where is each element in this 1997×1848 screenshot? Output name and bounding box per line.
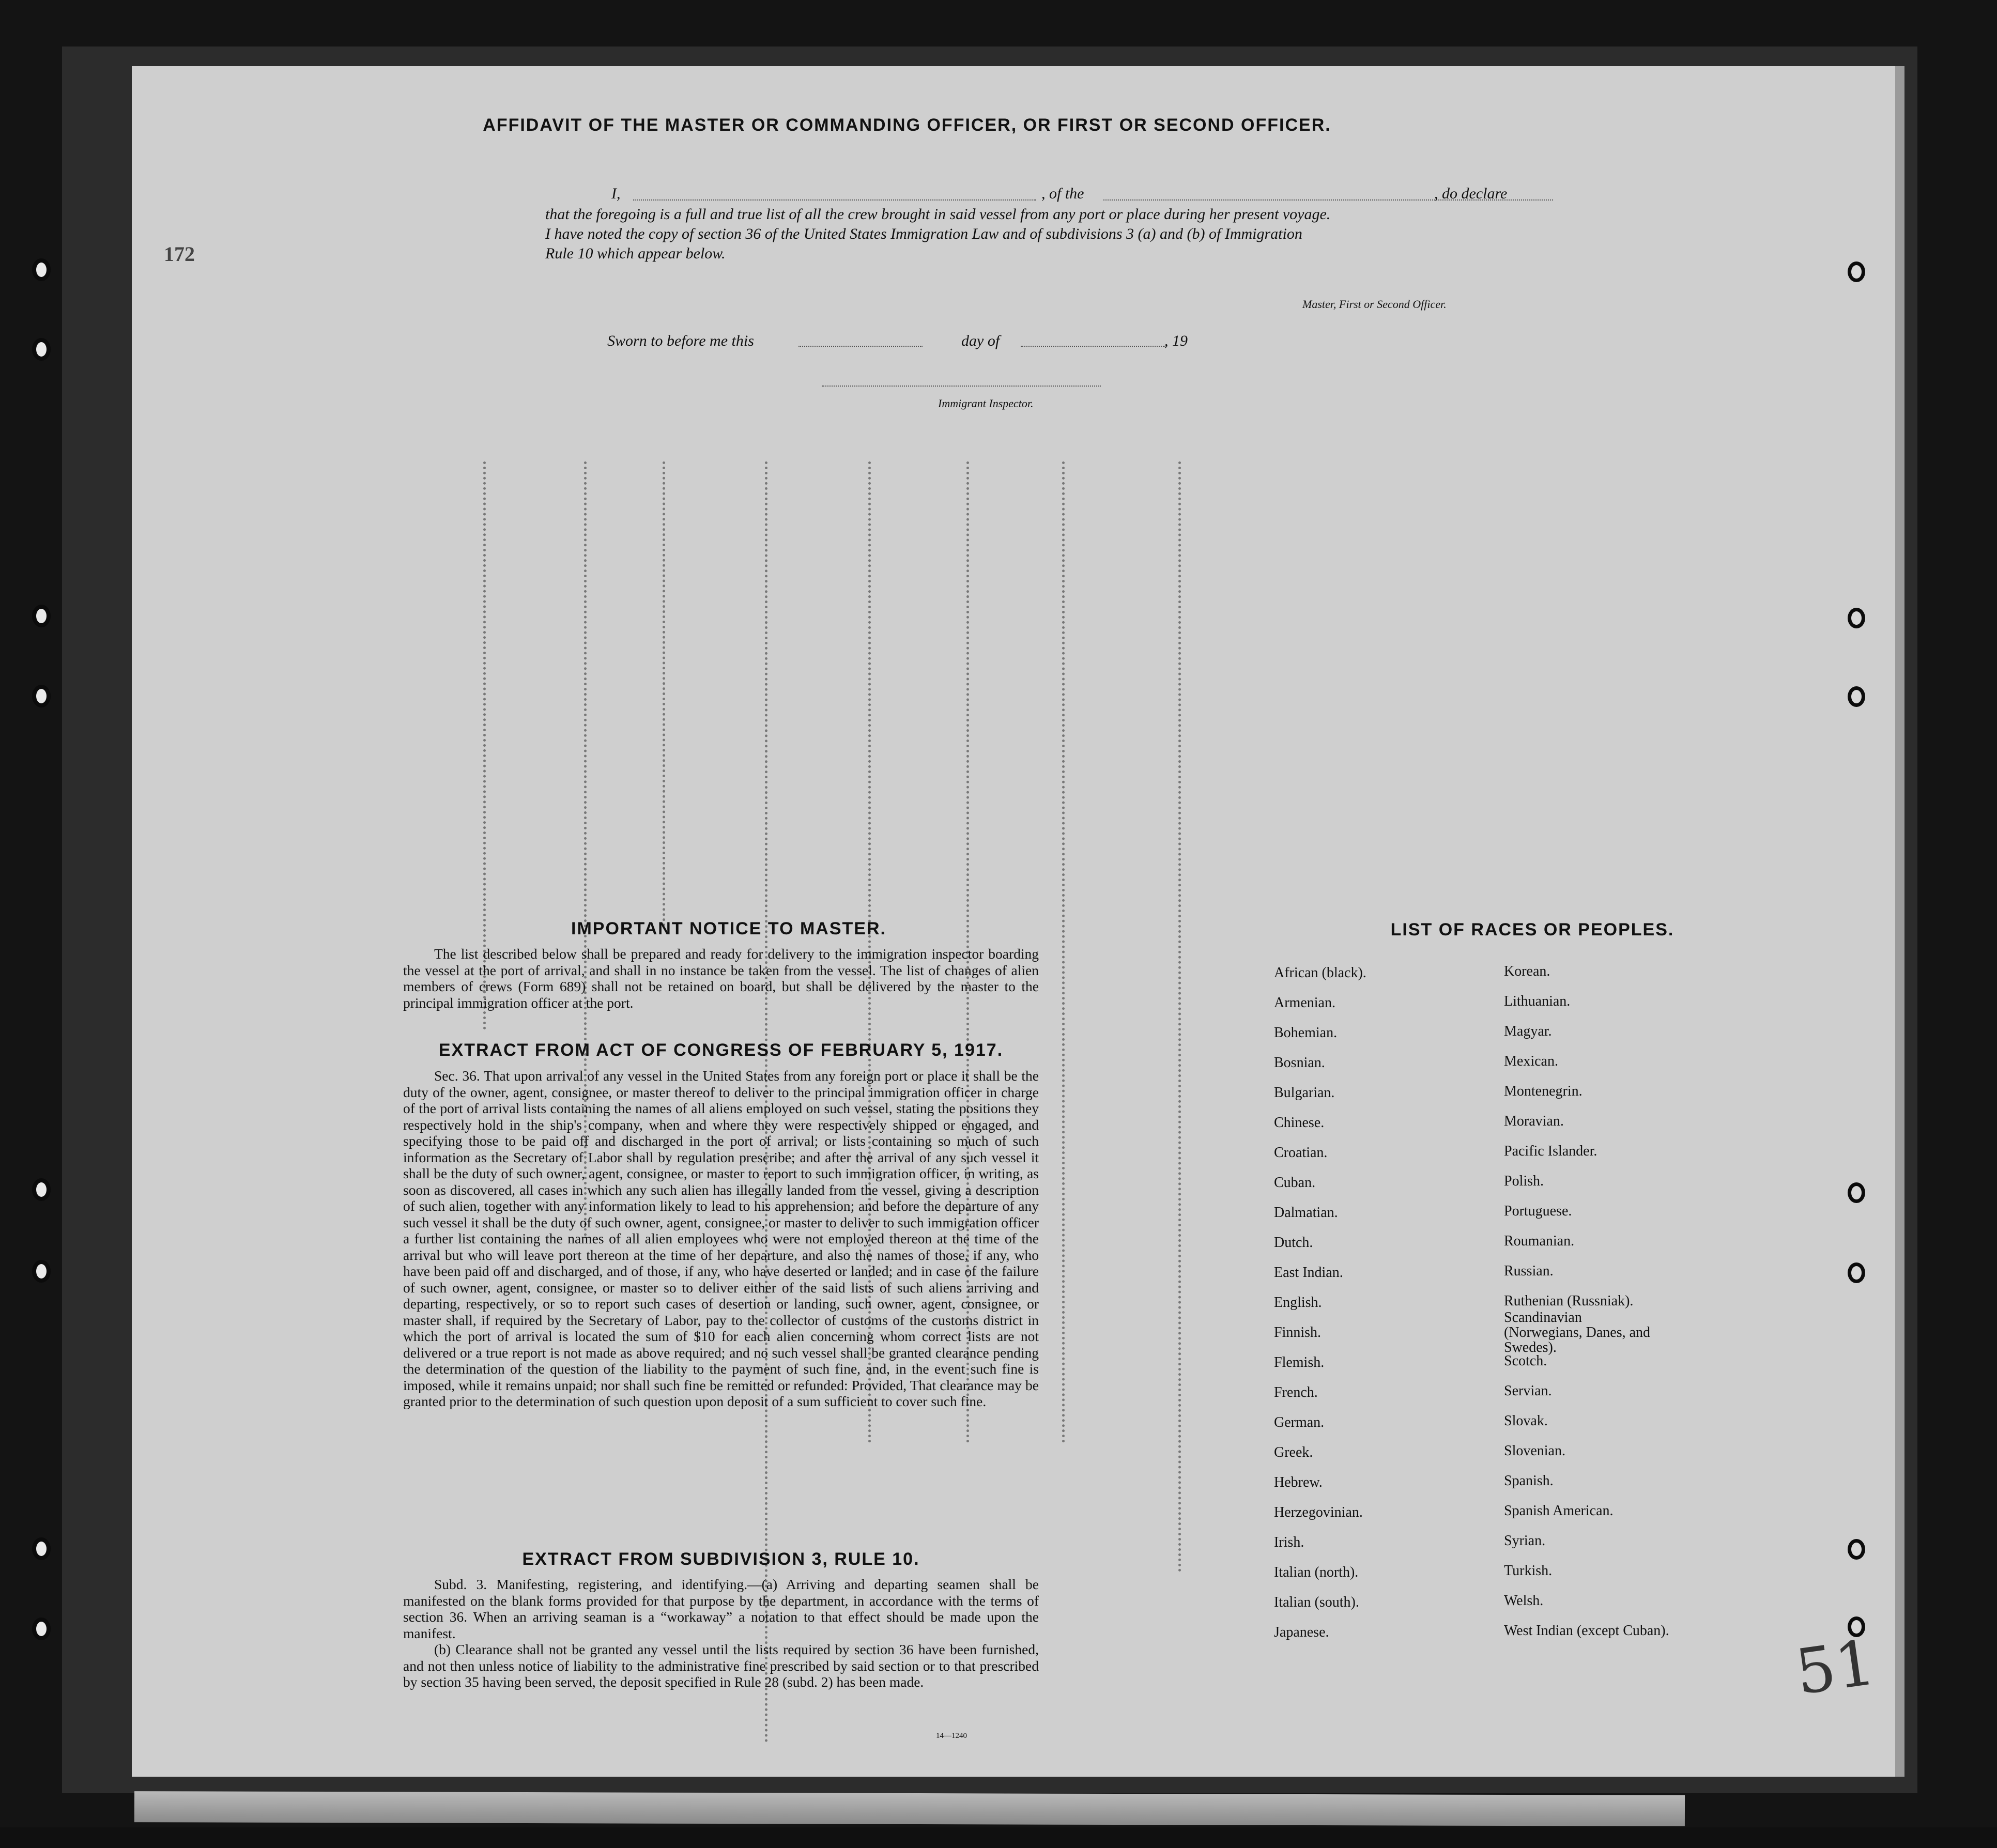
race-item: Scandinavian (Norwegians, Danes, and Swedes). [1504,1310,1651,1356]
race-item: Slovak. [1504,1413,1548,1429]
punch-hole-icon [32,338,51,361]
race-item: Mexican. [1504,1053,1558,1069]
race-item: Irish. [1274,1534,1304,1550]
affidavit-line-2: that the foregoing is a full and true list of all the crew brought in said vessel from any port or place during her present voyage. [545,206,1331,223]
race-item: Croatian. [1274,1145,1328,1161]
race-item: Finnish. [1274,1325,1322,1341]
punch-hole-icon [1848,261,1865,282]
race-item: Russian. [1504,1263,1554,1279]
page-edge [1895,66,1904,1777]
race-item: Japanese. [1274,1624,1329,1640]
race-item: Dutch. [1274,1235,1313,1251]
punch-hole-icon [32,605,51,627]
race-item: West Indian (except Cuban). [1504,1623,1669,1639]
rule-extract-text [403,1576,1039,1690]
punch-hole-icon [32,1618,51,1640]
punch-hole-icon [1848,1539,1865,1560]
punch-hole-icon [32,1260,51,1283]
notice-text [403,946,1039,1011]
rule-paragraph-b: (b) Clearance shall not be granted any vessel until the lists required by section 36 have been furnished, and not then unless notice of liability to the administrative fine prescribed by said section or to that prescribed by section 35 having been served, the deposit specified in Rule 28 (subd. 2) has been made. [403,1641,1039,1690]
race-item: Lithuanian. [1504,993,1571,1009]
race-item: African (black). [1274,965,1366,981]
race-item: Spanish American. [1504,1503,1614,1519]
punch-hole-icon [1848,686,1865,707]
race-item: East Indian. [1274,1265,1343,1281]
bleed-through-column [1178,461,1181,1573]
race-item: Bosnian. [1274,1055,1325,1071]
bleed-through-column [663,461,665,927]
affidavit-line-3: I have noted the copy of section 36 of the United States Immigration Law and of subdivisions 3 (a) and (b) of Immigration [545,225,1302,242]
race-item: Bulgarian. [1274,1085,1335,1101]
underlying-sheet [134,1791,1685,1826]
race-item: Dalmatian. [1274,1205,1338,1221]
race-item: Chinese. [1274,1115,1325,1131]
year-text: , 19 [1164,332,1188,349]
race-item: Hebrew. [1274,1474,1323,1490]
page-number: 172 [164,242,195,266]
race-item: Magyar. [1504,1023,1552,1039]
sworn-text: Sworn to before me this [607,332,754,349]
race-item: Greek. [1274,1444,1313,1460]
punch-hole-icon [32,685,51,707]
affidavit-title: AFFIDAVIT OF THE MASTER OR COMMANDING OFFICER, OR FIRST OR SECOND OFFICER. [483,115,1331,135]
race-item: Korean. [1504,963,1550,979]
race-item: Welsh. [1504,1593,1544,1609]
race-item: Roumanian. [1504,1233,1575,1249]
inspector-blank [822,386,1101,387]
race-item: Ruthenian (Russniak). [1504,1293,1634,1309]
month-blank [1021,346,1165,347]
bleed-through-column [1062,461,1065,1443]
race-item: Italian (south). [1274,1594,1359,1610]
races-right-column [1504,964,1773,1718]
punch-hole-icon [32,1178,51,1201]
rule-extract-title: EXTRACT FROM SUBDIVISION 3, RULE 10. [522,1549,920,1569]
race-item: Italian (north). [1274,1564,1359,1580]
race-item: French. [1274,1384,1318,1400]
inspector-label: Immigrant Inspector. [938,397,1034,410]
notice-title: IMPORTANT NOTICE TO MASTER. [571,919,886,938]
race-item: Turkish. [1504,1563,1553,1579]
name-blank [633,199,1036,201]
rule-paragraph-a: Subd. 3. Manifesting, registering, and identifying.—(a) Arriving and departing seamen shall be manifested on the blank forms provided for that purpose by the department, in accordance with the terms of section 36. When an arriving seaman is a “workaway” a notation to that effect should be made upon the manifest. [403,1576,1039,1641]
punch-hole-icon [1848,1262,1865,1283]
notice-paragraph: The list described below shall be prepared and ready for delivery to the immigration inspector boarding the vessel at the port of arrival, and shall in no instance be taken from the vessel. The list of changes of alien members of crews (Form 689) shall not be retained on board, but shall be delivered by the master to the principal immigration officer at the port. [403,946,1039,1011]
races-left-column [1274,965,1481,1720]
day-of-text: day of [961,332,1000,349]
affidavit-line-4: Rule 10 which appear below. [545,245,726,262]
affidavit-declare: , do declare [1434,185,1508,202]
race-item: Portuguese. [1504,1203,1572,1219]
race-item: Polish. [1504,1173,1544,1189]
race-item: Bohemian. [1274,1025,1338,1041]
punch-hole-icon [1848,608,1865,628]
punch-hole-icon [32,1537,51,1560]
race-item: Servian. [1504,1383,1552,1399]
race-item: Syrian. [1504,1533,1546,1549]
race-item: German. [1274,1414,1325,1430]
race-item: Slovenian. [1504,1443,1565,1459]
race-item: Moravian. [1504,1113,1564,1129]
punch-hole-icon [32,258,51,281]
races-title: LIST OF RACES OR PEOPLES. [1390,920,1675,940]
act-extract-title: EXTRACT FROM ACT OF CONGRESS OF FEBRUARY 5, 1917. [438,1040,1004,1060]
race-item: Scotch. [1504,1353,1547,1369]
race-item: English. [1274,1295,1322,1311]
race-item: Cuban. [1274,1175,1316,1191]
affidavit-of-the: , of the [1041,185,1084,202]
race-item: Armenian. [1274,995,1335,1011]
bleed-through-column [483,461,486,1030]
document-page [132,66,1904,1777]
scan-bottom-edge [0,1827,1997,1848]
race-item: Pacific Islander. [1504,1143,1597,1159]
punch-hole-icon [1848,1182,1865,1203]
act-paragraph: Sec. 36. That upon arrival of any vessel in the United States from any foreign port or place it shall be the duty of the owner, agent, consignee, or master thereof to deliver to the principal immigration officer in charge of the port of arrival lists containing the names of all aliens employed on such vessel, stating the positions they respectively hold in the ship's company, when and where they were respectively shipped or engaged, and specifying those to be paid off and discharged in the port of arrival; or lists containing so much of such information as the Secretary of Labor shall by regulation prescribe; and after the arrival of any such vessel it shall be the duty of such owner, agent, consignee, or master to report to such immigration officer, in writing, as soon as discovered, all cases in which any such alien has illegally landed from the vessel, giving a description of such alien, together with any information likely to lead to his apprehension; and before the departure of any such vessel it shall be the duty of such owner, agent, consignee, or master to deliver to such immigration officer a further list containing the names of all alien employees who were not employed thereon at the time of the arrival but who will leave port thereon at the time of her departure, and also the names of those, if any, who have been paid off and discharged, and of those, if any, who have deserted or landed; and in case of the failure of such owner, agent, consignee, or master so to deliver either of the said lists of such aliens arriving and departing, respectively, or so to report such cases of desertion or landing, such owner, agent, consignee, or master shall, if required by the Secretary of Labor, pay to the collector of customs of the customs district in which the port of arrival is located the sum of $10 for each alien concerning whom correct lists are not delivered or a true report is not made as above required; and no such vessel shall be granted clearance pending the determination of the question of the liability to the payment of such fine, and, in the event such fine is imposed, while it remains unpaid; nor shall such fine be remitted or refunded: Provided, That clearance may be granted prior to the determination of such question upon deposit of a sum sufficient to cover such fine. [403,1068,1039,1409]
race-item: Montenegrin. [1504,1083,1583,1099]
day-blank [798,346,923,347]
act-extract-text [403,1068,1039,1410]
form-number: 14—1240 [936,1732,967,1740]
handwritten-mark: 51 [1791,1627,1880,1709]
master-signature-label: Master, First or Second Officer. [1302,298,1447,311]
race-item: Flemish. [1274,1354,1325,1370]
affidavit-i: I, [611,185,621,202]
race-item: Spanish. [1504,1473,1554,1489]
race-item: Herzegovinian. [1274,1504,1363,1520]
